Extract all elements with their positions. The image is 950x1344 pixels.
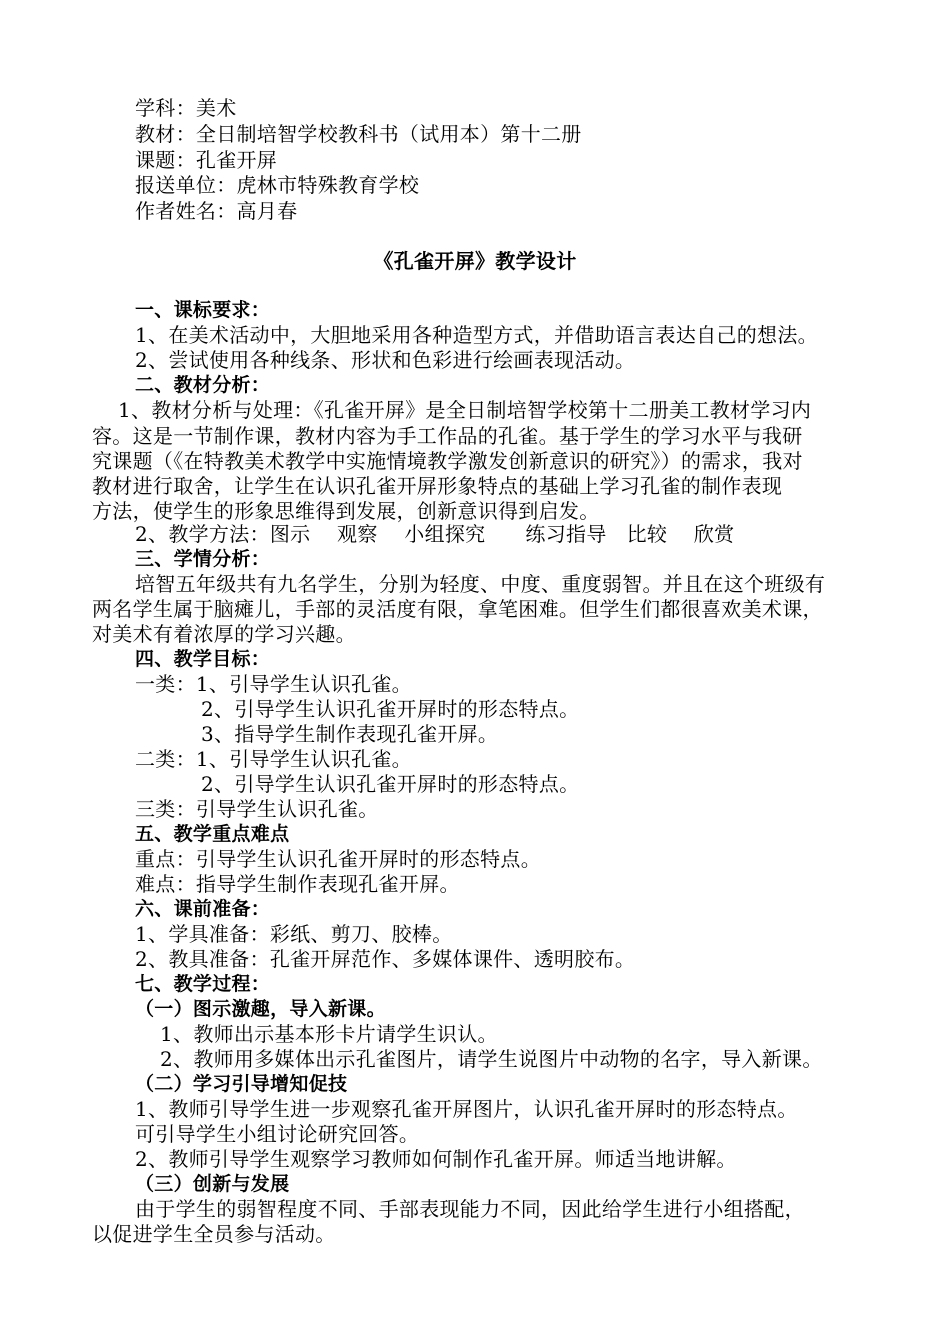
student-paragraph-line: 对美术有着浓厚的学习兴趣。 [92, 622, 356, 646]
document-title: 《孔雀开屏》教学设计 [373, 249, 577, 273]
process-item: 由于学生的弱智程度不同、手部表现能力不同，因此给学生进行小组搭配， [135, 1197, 805, 1221]
section-heading-student-analysis: 三、学情分析： [135, 548, 271, 570]
objective-line: 一类：1、引导学生认识孔雀。 [135, 672, 412, 696]
key-point-line: 重点：引导学生认识孔雀开屏时的形态特点。 [135, 847, 541, 871]
section-heading-process: 七、教学过程： [135, 973, 271, 995]
process-item: 2、教师用多媒体出示孔雀图片，请学生说图片中动物的名字，导入新课。 [160, 1047, 823, 1071]
student-paragraph-line: 两名学生属于脑瘫儿，手部的灵活度有限，拿笔困难。但学生们都很喜欢美术课， [92, 597, 823, 621]
process-part-heading: （一）图示激趣，导入新课。 [135, 998, 386, 1020]
process-part-heading: （二）学习引导增知促技 [135, 1073, 348, 1095]
standards-item: 2、尝试使用各种线条、形状和色彩进行绘画表现活动。 [135, 348, 636, 372]
standards-item: 1、在美术活动中，大胆地采用各种造型方式，并借助语言表达自己的想法。 [135, 323, 818, 347]
analysis-paragraph-line: 方法，使学生的形象思维得到发展，创新意识得到启发。 [92, 499, 600, 523]
section-heading-objectives: 四、教学目标： [135, 648, 271, 670]
subject-line: 学科：美术 [135, 96, 237, 120]
process-item: 1、教师出示基本形卡片请学生识认。 [160, 1022, 498, 1046]
process-part-heading: （三）创新与发展 [135, 1173, 290, 1195]
process-item: 以促进学生全员参与活动。 [92, 1222, 336, 1246]
preparation-item: 1、学具准备：彩纸、剪刀、胶棒。 [135, 922, 453, 946]
process-item: 2、教师引导学生观察学习教师如何制作孔雀开屏。师适当地讲解。 [135, 1147, 737, 1171]
analysis-paragraph-line: 容。这是一节制作课，教材内容为手工作品的孔雀。基于学生的学习水平与我研 [92, 424, 803, 448]
objective-line: 3、指导学生制作表现孔雀开屏。 [201, 722, 499, 746]
textbook-line: 教材：全日制培智学校教科书（试用本）第十二册 [135, 122, 582, 146]
objective-line: 二类：1、引导学生认识孔雀。 [135, 747, 412, 771]
process-item: 可引导学生小组讨论研究回答。 [135, 1122, 420, 1146]
preparation-item: 2、教具准备：孔雀开屏范作、多媒体课件、透明胶布。 [135, 947, 636, 971]
author-line: 作者姓名：高月春 [135, 199, 298, 223]
process-item: 1、教师引导学生进一步观察孔雀开屏图片，认识孔雀开屏时的形态特点。 [135, 1097, 798, 1121]
teaching-methods-line: 2、教学方法：图示 观察 小组探究 练习指导 比较 欣赏 [135, 522, 735, 546]
difficulty-line: 难点：指导学生制作表现孔雀开屏。 [135, 872, 460, 896]
analysis-paragraph-line: 教材进行取舍，让学生在认识孔雀开屏形象特点的基础上学习孔雀的制作表现 [92, 474, 783, 498]
topic-line: 课题：孔雀开屏 [135, 148, 278, 172]
objective-line: 2、引导学生认识孔雀开屏时的形态特点。 [201, 772, 580, 796]
unit-line: 报送单位：虎林市特殊教育学校 [135, 173, 420, 197]
objective-line: 2、引导学生认识孔雀开屏时的形态特点。 [201, 697, 580, 721]
section-heading-key-points: 五、教学重点难点 [135, 823, 290, 845]
student-paragraph-line: 培智五年级共有九名学生，分别为轻度、中度、重度弱智。并且在这个班级有 [135, 572, 826, 596]
analysis-paragraph-line: 究课题（《在特教美术教学中实施情境教学激发创新意识的研究》）的需求，我对 [92, 449, 803, 473]
section-heading-textbook-analysis: 二、教材分析： [135, 374, 271, 396]
analysis-paragraph-line: 1、教材分析与处理：《孔雀开屏》是全日制培智学校第十二册美工教材学习内 [118, 398, 812, 422]
section-heading-preparation: 六、课前准备： [135, 898, 271, 920]
objective-line: 三类：引导学生认识孔雀。 [135, 797, 379, 821]
section-heading-standards: 一、课标要求： [135, 299, 271, 321]
